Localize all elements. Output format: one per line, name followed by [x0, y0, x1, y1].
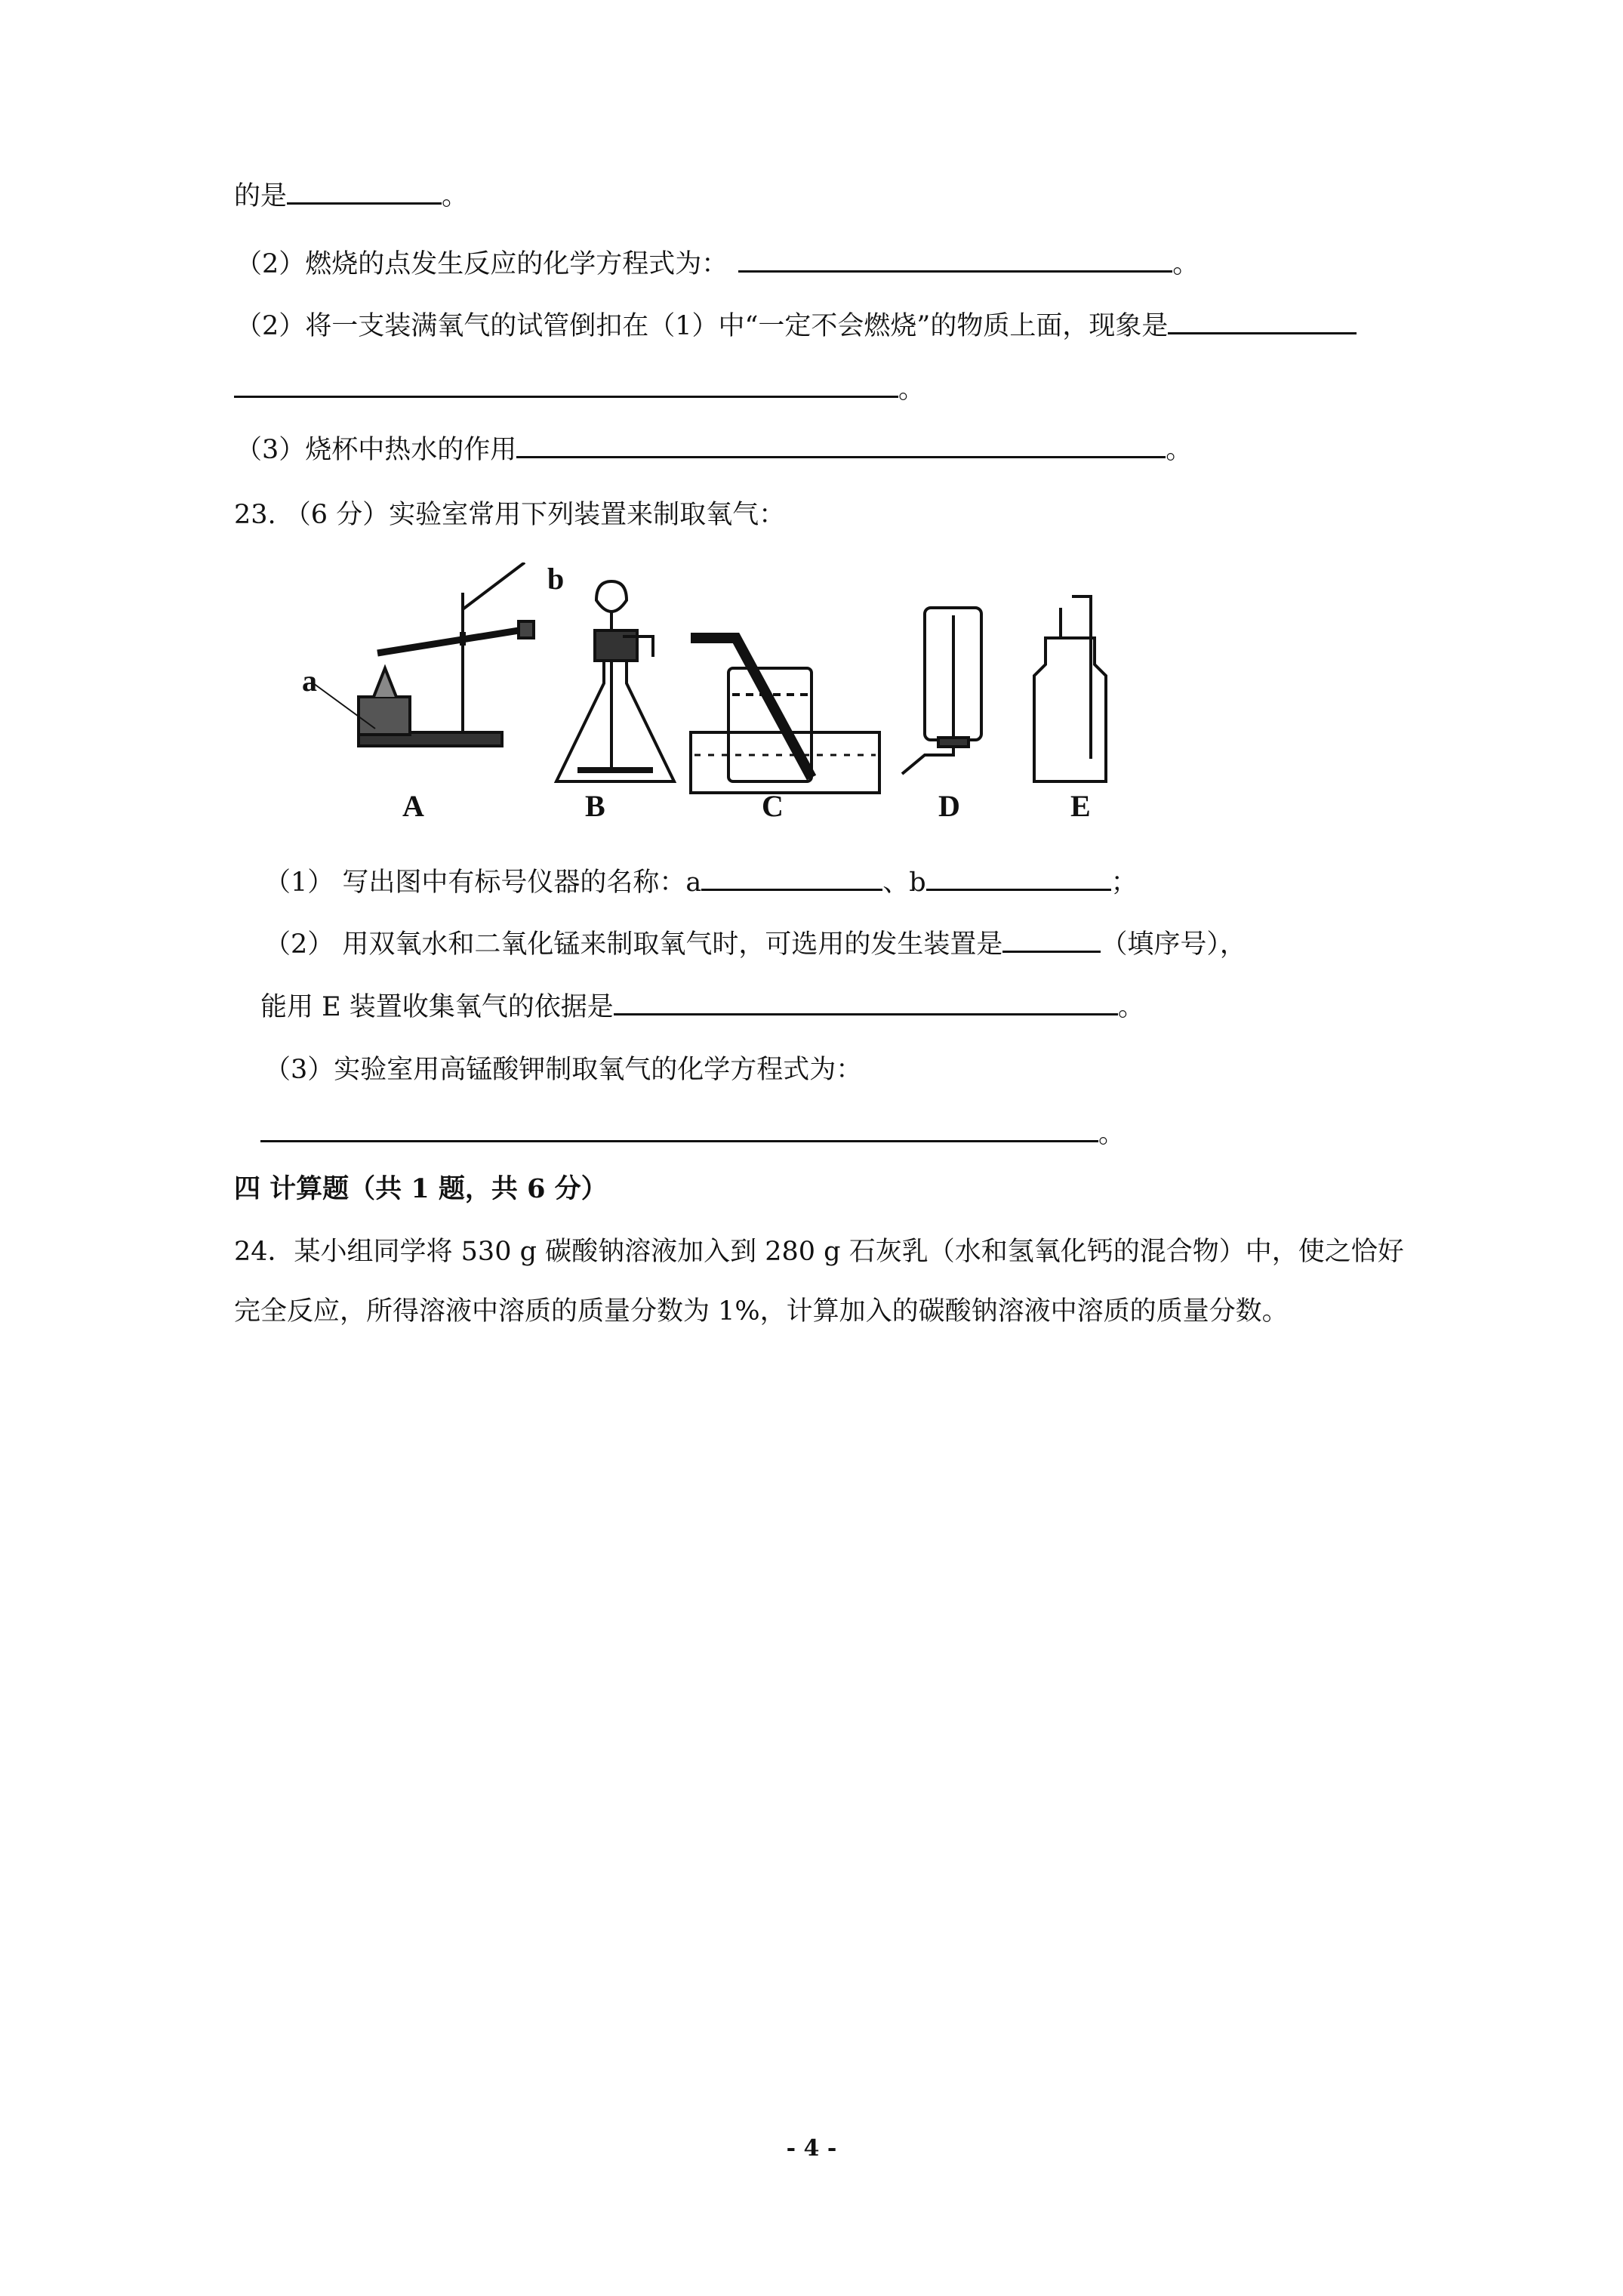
q22-cont-text: 的是 [234, 181, 288, 211]
answer-blank[interactable] [738, 246, 1172, 273]
answer-blank[interactable] [234, 371, 898, 398]
q23-part2: （2） 用双氧水和二氧化锰来制取氧气时，可选用的发生装置是 （填序号）， [264, 926, 1246, 961]
label-a-marker: a [302, 664, 317, 698]
q22-part2: （2）燃烧的点发生反应的化学方程式为： 。 [236, 246, 1199, 281]
label-b-marker: b [547, 562, 565, 596]
q23-part3-blank-line: 。 [260, 1116, 1125, 1151]
apparatus-figure [260, 562, 1136, 823]
q23-part3: （3）实验室用高锰酸钾制取氧气的化学方程式为： [264, 1055, 863, 1085]
q23-part2-line2: 能用 E 装置收集氧气的依据是 。 [260, 989, 1144, 1024]
apparatus-a [313, 562, 534, 746]
q23-part1: （1） 写出图中有标号仪器的名称：a 、b ； [264, 864, 1138, 899]
q22-continuation: 的是 。 [234, 178, 468, 213]
answer-blank[interactable] [260, 1116, 1098, 1142]
apparatus-b [556, 581, 674, 781]
label-D: D [938, 789, 960, 823]
q22-part3: （3）烧杯中热水的作用 。 [236, 432, 1192, 467]
answer-blank[interactable] [287, 178, 442, 205]
q22-part2b [236, 308, 1357, 343]
q23-title: 23. （6 分）实验室常用下列装置来制取氧气： [234, 500, 786, 530]
answer-blank-a[interactable] [701, 864, 882, 891]
apparatus-e [1034, 596, 1106, 781]
section-heading: 四 计算题（共 1 题，共 6 分） [234, 1173, 608, 1204]
answer-blank[interactable] [1168, 308, 1357, 334]
q22-part3-text: （3）烧杯中热水的作用 [236, 435, 517, 465]
answer-blank[interactable] [516, 432, 1166, 458]
apparatus-c [691, 638, 879, 793]
q23-part2-text: （2） 用双氧水和二氧化锰来制取氧气时，可选用的发生装置是 [264, 929, 1003, 960]
apparatus-d [902, 608, 981, 774]
q22-part2-text: （2）燃烧的点发生反应的化学方程式为： [236, 249, 728, 279]
q24-line1: 24．某小组同学将 530 g 碳酸钠溶液加入到 280 g 石灰乳（水和氢氧化钙的混合物）中，使之恰好 [234, 1237, 1404, 1267]
q22-part2b-text: （2）将一支装满氧气的试管倒扣在（1）中“一定不会燃烧”的物质上面，现象是 [236, 311, 1169, 341]
q24-line2: 完全反应，所得溶液中溶质的质量分数为 1%，计算加入的碳酸钠溶液中溶质的质量分数。 [234, 1296, 1289, 1327]
label-E: E [1070, 789, 1091, 823]
label-C: C [762, 789, 784, 823]
q22-part2b-cont: 。 [234, 371, 925, 406]
answer-blank-b[interactable] [926, 864, 1111, 891]
q23-part1-text: （1） 写出图中有标号仪器的名称：a [264, 868, 702, 898]
answer-blank[interactable] [1002, 926, 1101, 953]
label-A: A [402, 789, 424, 823]
page-number: - 4 - [786, 2135, 837, 2162]
answer-blank[interactable] [614, 989, 1118, 1015]
q23-part2-line2-text: 能用 E 装置收集氧气的依据是 [260, 992, 614, 1022]
label-B: B [585, 789, 605, 823]
